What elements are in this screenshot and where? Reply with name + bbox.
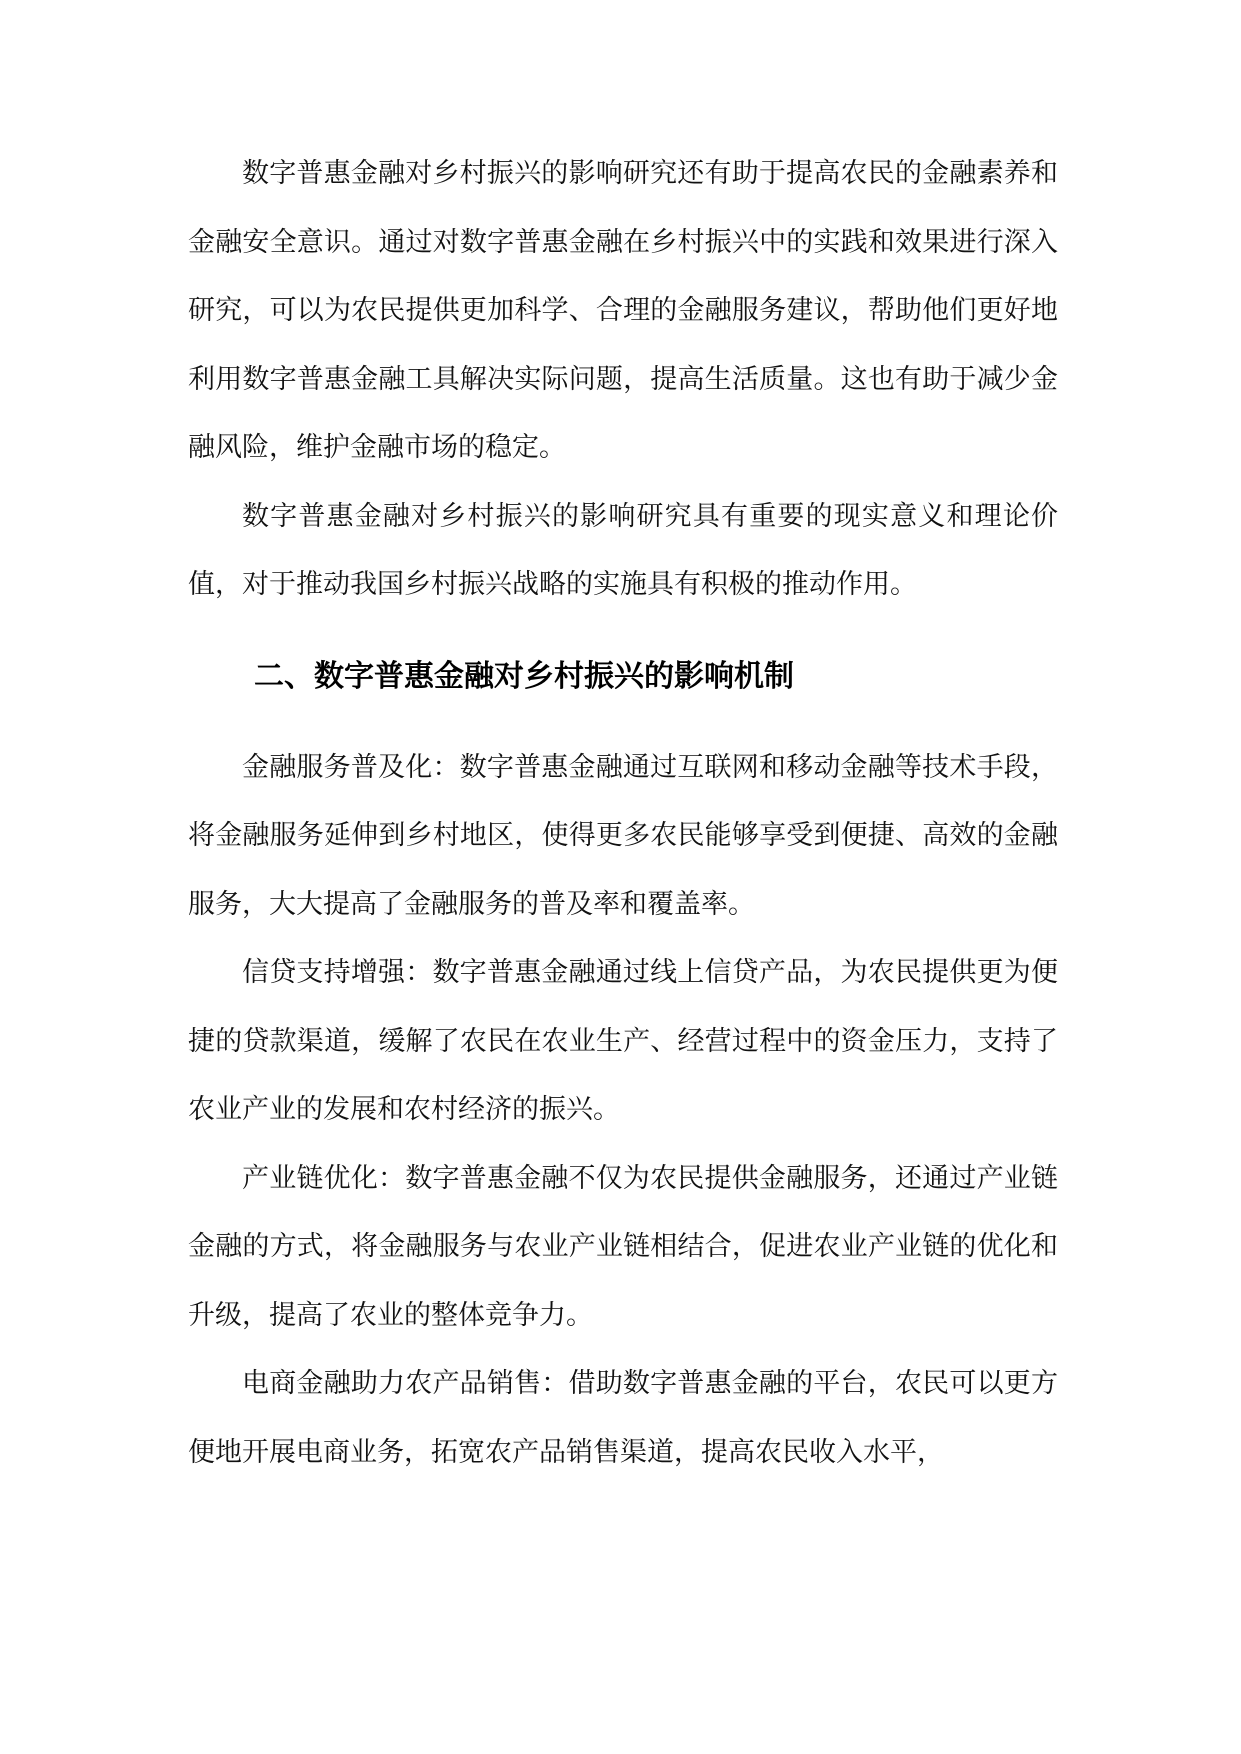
paragraph-significance: 数字普惠金融对乡村振兴的影响研究具有重要的现实意义和理论价值，对于推动我国乡村振兴战略的实施具有积极的推动作用。 — [188, 500, 1058, 600]
paragraph-ecommerce: 电商金融助力农产品销售：借助数字普惠金融的平台，农民可以更方便地开展电商业务，拓宽农产品销售渠道，提高农民收入水平， — [188, 1368, 1058, 1468]
paragraph-service-popularization: 金融服务普及化：数字普惠金融通过互联网和移动金融等技术手段，将金融服务延伸到乡村地区，使得更多农民能够享受到便捷、高效的金融服务，大大提高了金融服务的普及率和覆盖率。 — [188, 751, 1058, 920]
section-heading: 二、数字普惠金融对乡村振兴的影响机制 — [254, 658, 794, 694]
paragraph-financial-literacy: 数字普惠金融对乡村振兴的影响研究还有助于提高农民的金融素养和金融安全意识。通过对数字普惠金融在乡村振兴中的实践和效果进行深入研究，可以为农民提供更加科学、合理的金融服务建议，帮助他们更好地利用数字普惠金融工具解决实际问题，提高生活质量。这也有助于减少金融风险，维护金融市场的稳定。 — [188, 158, 1058, 463]
paragraph-industry-chain: 产业链优化：数字普惠金融不仅为农民提供金融服务，还通过产业链金融的方式，将金融服务与农业产业链相结合，促进农业产业链的优化和升级，提高了农业的整体竞争力。 — [188, 1162, 1058, 1331]
paragraph-credit-support: 信贷支持增强：数字普惠金融通过线上信贷产品，为农民提供更为便捷的贷款渠道，缓解了农民在农业生产、经营过程中的资金压力，支持了农业产业的发展和农村经济的振兴。 — [188, 957, 1058, 1125]
document-body — [188, 140, 1058, 1487]
